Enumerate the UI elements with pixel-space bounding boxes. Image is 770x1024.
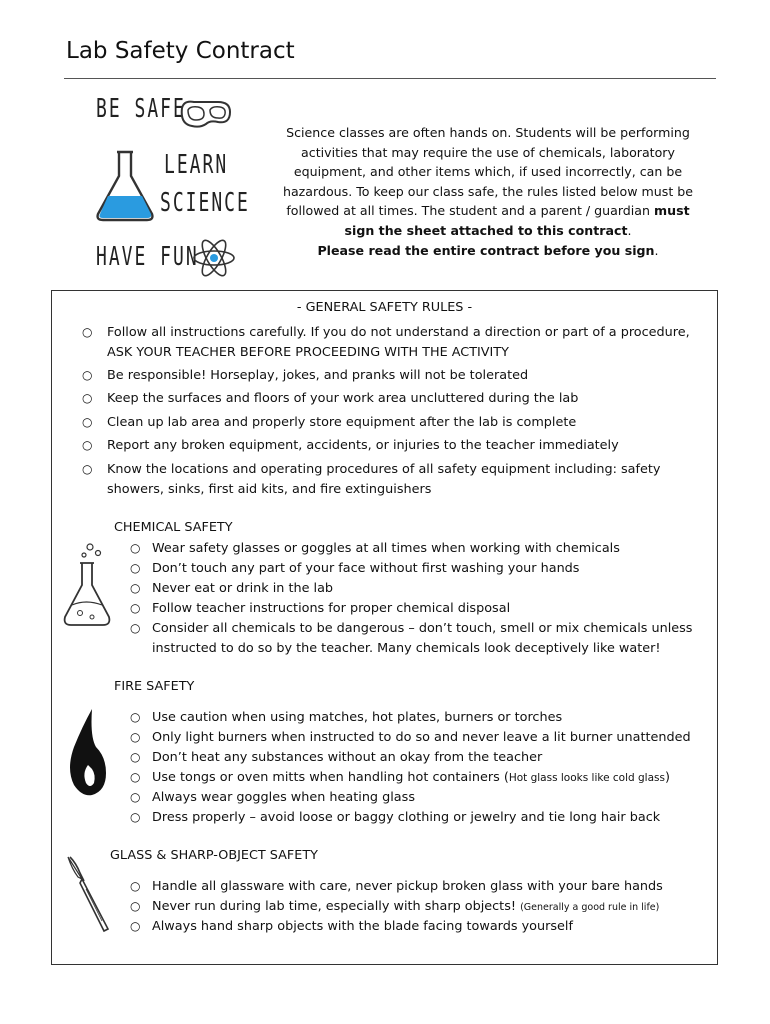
general-rule-text: Clean up lab area and properly store equipment after the lab is complete (107, 415, 577, 430)
glass-rule-text: Handle all glassware with care, never pickup broken glass with your bare hands (152, 879, 663, 894)
intro-bold-read: Please read the entire contract before you sign (317, 242, 655, 258)
general-rule-text: Follow all instructions carefully. If you do not understand a direction or part of a procedure, ASK YOUR TEACHER BEFORE PROCEEDING WITH THE ACTIVITY (107, 325, 690, 360)
title-divider (64, 78, 716, 79)
bullet: ○ (130, 730, 141, 744)
logo-be-safe: BE SAFE (96, 94, 186, 125)
bullet: ○ (82, 325, 93, 339)
bullet: ○ (130, 750, 141, 764)
intro-text: Science classes are often hands on. Students will be performing activities that may require the use of chemicals, laboratory equipment, and other items which, if used incorrectly, can be hazardous. To keep our class safe, the rules listed below must be followed at all times. The student and a parent / guardian (282, 125, 694, 219)
chemical-rule-text: Never eat or drink in the lab (152, 581, 334, 596)
chemical-rule-text: Follow teacher instructions for proper chemical disposal (152, 601, 511, 616)
bullet: ○ (82, 368, 93, 382)
page-title: Lab Safety Contract (66, 38, 295, 64)
bullet: ○ (130, 810, 141, 824)
bullet: ○ (82, 415, 93, 429)
rules-box (51, 290, 718, 965)
chemical-safety-heading: CHEMICAL SAFETY (114, 520, 233, 535)
glass-rule-2-note: (Generally a good rule in life) (520, 902, 660, 913)
bullet: ○ (130, 919, 141, 933)
glass-rule-2-main: Never run during lab time, especially with sharp objects! (152, 899, 516, 914)
goggles-icon (178, 96, 234, 132)
bullet: ○ (130, 790, 141, 804)
bullet: ○ (130, 710, 141, 724)
bullet: ○ (130, 621, 141, 635)
glass-safety-heading: GLASS & SHARP-OBJECT SAFETY (110, 848, 318, 863)
general-rule-text: Be responsible! Horseplay, jokes, and pranks will not be tolerated (107, 368, 529, 383)
fire-rule-text: Only light burners when instructed to do so and never leave a lit burner unattended (152, 730, 691, 745)
bullet: ○ (130, 879, 141, 893)
fire-rule-text: Use caution when using matches, hot plates, burners or torches (152, 710, 563, 725)
bullet: ○ (130, 581, 141, 595)
bullet: ○ (82, 462, 93, 476)
general-rule-text: Report any broken equipment, accidents, or injuries to the teacher immediately (107, 438, 619, 453)
fire-rule-text: Always wear goggles when heating glass (152, 790, 415, 805)
logo-learn: LEARN (164, 150, 229, 181)
glass-rule-text (152, 897, 722, 918)
bullet: ○ (130, 770, 141, 784)
logo-science: SCIENCE (160, 188, 250, 219)
atom-icon (192, 236, 236, 280)
fire-rule-4-main: Use tongs or oven mitts when handling hot containers ( (152, 770, 509, 785)
lab-logo (92, 92, 250, 284)
intro-period-2: . (654, 242, 659, 258)
flask-icon (94, 148, 156, 224)
fire-rule-text: Dress properly – avoid loose or baggy clothing or jewelry and tie long hair back (152, 810, 661, 825)
fire-rule-text: Don’t heat any substances without an okay from the teacher (152, 750, 543, 765)
general-rule-text: Keep the surfaces and floors of your work area uncluttered during the lab (107, 391, 579, 406)
general-rules-heading: - GENERAL SAFETY RULES - (296, 300, 473, 315)
scalpel-icon (64, 855, 114, 935)
bullet: ○ (130, 899, 141, 913)
chemical-flask-icon (60, 541, 112, 631)
fire-rule-text (152, 768, 722, 789)
bullet: ○ (82, 438, 93, 452)
intro-paragraph (270, 123, 706, 260)
bullet: ○ (130, 561, 141, 575)
fire-rule-4-note: Hot glass looks like cold glass (508, 772, 665, 784)
chemical-rule-text: Consider all chemicals to be dangerous – don’t touch, smell or mix chemicals unless instructed to do so by the teacher. Many chemicals look deceptively like water! (152, 621, 693, 656)
bullet: ○ (130, 601, 141, 615)
fire-rule-4-close: ) (664, 770, 670, 785)
logo-have-fun: HAVE FUN (96, 242, 199, 273)
intro-bold-sign: must sign the sheet attached to this contract (344, 203, 690, 238)
chemical-rule-text: Wear safety glasses or goggles at all times when working with chemicals (152, 541, 620, 556)
intro-period-1: . (627, 222, 632, 238)
general-rule-text: Know the locations and operating procedures of all safety equipment including: safety showers, sinks, first aid kits, and fire extinguishers (107, 462, 661, 497)
fire-safety-heading: FIRE SAFETY (114, 679, 195, 694)
bullet: ○ (82, 391, 93, 405)
flame-icon (66, 707, 110, 799)
chemical-rule-text: Don’t touch any part of your face without first washing your hands (152, 561, 580, 576)
bullet: ○ (130, 541, 141, 555)
glass-rule-text: Always hand sharp objects with the blade facing towards yourself (152, 919, 573, 934)
